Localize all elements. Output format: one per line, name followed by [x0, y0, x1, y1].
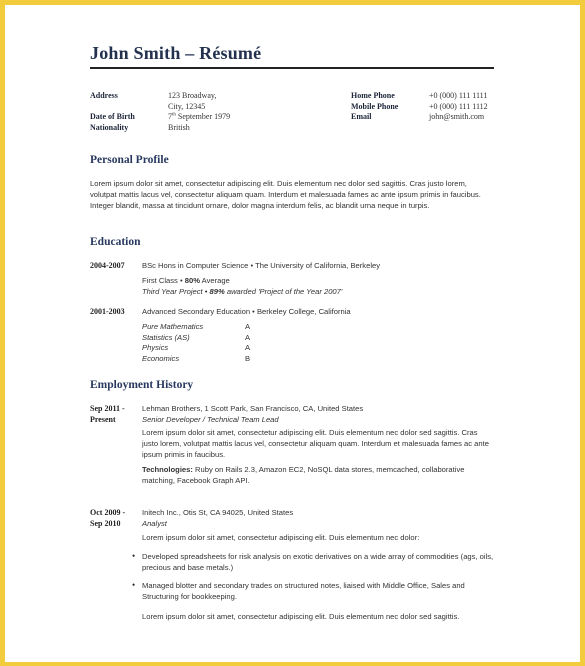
edu1-project-award: awarded 'Project of the Year 2007' [224, 287, 343, 296]
grade-value: A [245, 343, 251, 352]
bullet-dot: • [132, 580, 136, 590]
job2-role: Analyst [142, 518, 167, 528]
job2-description: Lorem ipsum dolor sit amet, consectetur adipiscing elit. Duis elementum nec dolor: [142, 533, 420, 542]
dob-day: 7 [168, 112, 172, 121]
dob-value [168, 112, 230, 123]
edu1-class: First Class • [142, 276, 185, 285]
job1-date-end: Present [90, 414, 116, 424]
nationality-label: Nationality [90, 122, 129, 132]
job2-date-start: Oct 2009 - [90, 508, 126, 517]
job1-role: Senior Developer / Technical Team Lead [142, 414, 279, 424]
edu2-line1: Advanced Secondary Education • Berkeley College, California [142, 307, 351, 316]
job2-bullet: Managed blotter and secondary trades on structured notes, liaised with Middle Office, Sales and Structuring for bookkeeping. [142, 581, 465, 601]
edu1-project-score: 89% [209, 287, 225, 296]
job1-technologies [142, 464, 495, 486]
technologies-label: Technologies: [142, 465, 193, 474]
bullet-dot: • [132, 551, 136, 561]
mobile-phone-label: Mobile Phone [351, 101, 399, 111]
employment-heading: Employment History [90, 379, 194, 391]
profile-text: Lorem ipsum dolor sit amet, consectetur adipiscing elit. Duis elementum nec dolor sed sagittis. Cras justo lorem, volutpat mattis lacus vel, consectetur aliquam quam. Interdum et malesuada fames ac ante ipsum primis in faucibus. Integer blandit, massa at tincidunt ornare, dolor magna interdum felis, ac blandit urna neque in turpis. [90, 179, 481, 210]
dob-suffix: th [172, 112, 176, 118]
edu2-date: 2001-2003 [90, 307, 125, 316]
job2-closing: Lorem ipsum dolor sit amet, consectetur adipiscing elit. Duis elementum nec dolor sed sagittis. [142, 612, 460, 621]
grade-subject: Economics [142, 353, 180, 363]
home-phone-label: Home Phone [351, 91, 395, 100]
profile-heading: Personal Profile [90, 154, 169, 166]
grade-value: A [245, 332, 251, 342]
mobile-phone-value: +0 (000) 111 1112 [429, 101, 488, 111]
edu1-line1: BSc Hons in Computer Science • The University of California, Berkeley [142, 261, 381, 270]
job2-company: Initech Inc., Otis St, CA 94025, United States [142, 508, 294, 517]
edu1-average-value: 80% [184, 276, 200, 285]
edu1-project: Third Year Project • [142, 287, 210, 296]
email-label: Email [351, 112, 372, 121]
grade-subject: Pure Mathematics [142, 322, 204, 331]
resume-title: John Smith – Résumé [90, 43, 262, 63]
edu1-average-label: Average [199, 276, 230, 285]
address-label: Address [90, 91, 118, 100]
job1-description: Lorem ipsum dolor sit amet, consectetur adipiscing elit. Duis elementum nec dolor sed sagittis. Cras justo lorem, volutpat mattis lacus vel, consectetur aliquam quam. Interdum et malesuada fames ac ante ipsum primis in faucibus. [142, 428, 489, 459]
edu1-line2 [142, 275, 230, 286]
grade-value: A [245, 322, 251, 331]
address-line1: 123 Broadway, [168, 91, 217, 100]
technologies-text: Ruby on Rails 2.3, Amazon EC2, NoSQL data stores, memcached, collaborative matching, Facebook Graph API. [142, 465, 465, 485]
grade-value: B [245, 353, 251, 363]
job1-company: Lehman Brothers, 1 Scott Park, San Francisco, CA, United States [142, 404, 364, 413]
title-divider [90, 67, 494, 69]
job1-date-start: Sep 2011 - [90, 404, 125, 413]
email-value[interactable]: john@smith.com [429, 112, 485, 121]
dob-label: Date of Birth [90, 112, 135, 121]
home-phone-value: +0 (000) 111 1111 [429, 91, 488, 100]
dob-rest: September 1979 [175, 112, 231, 121]
job2-date-end: Sep 2010 [90, 518, 121, 528]
edu1-date: 2004-2007 [90, 261, 125, 270]
grade-subject: Statistics (AS) [142, 332, 190, 342]
education-heading: Education [90, 236, 141, 248]
address-line2: City, 12345 [168, 101, 206, 111]
grade-subject: Physics [142, 343, 169, 352]
job2-bullet: Developed spreadsheets for risk analysis on exotic derivatives on a wide array of commodities (ags, oils, precious and base metals.) [142, 552, 494, 572]
edu1-line3 [142, 286, 342, 297]
nationality-value: British [168, 122, 190, 132]
